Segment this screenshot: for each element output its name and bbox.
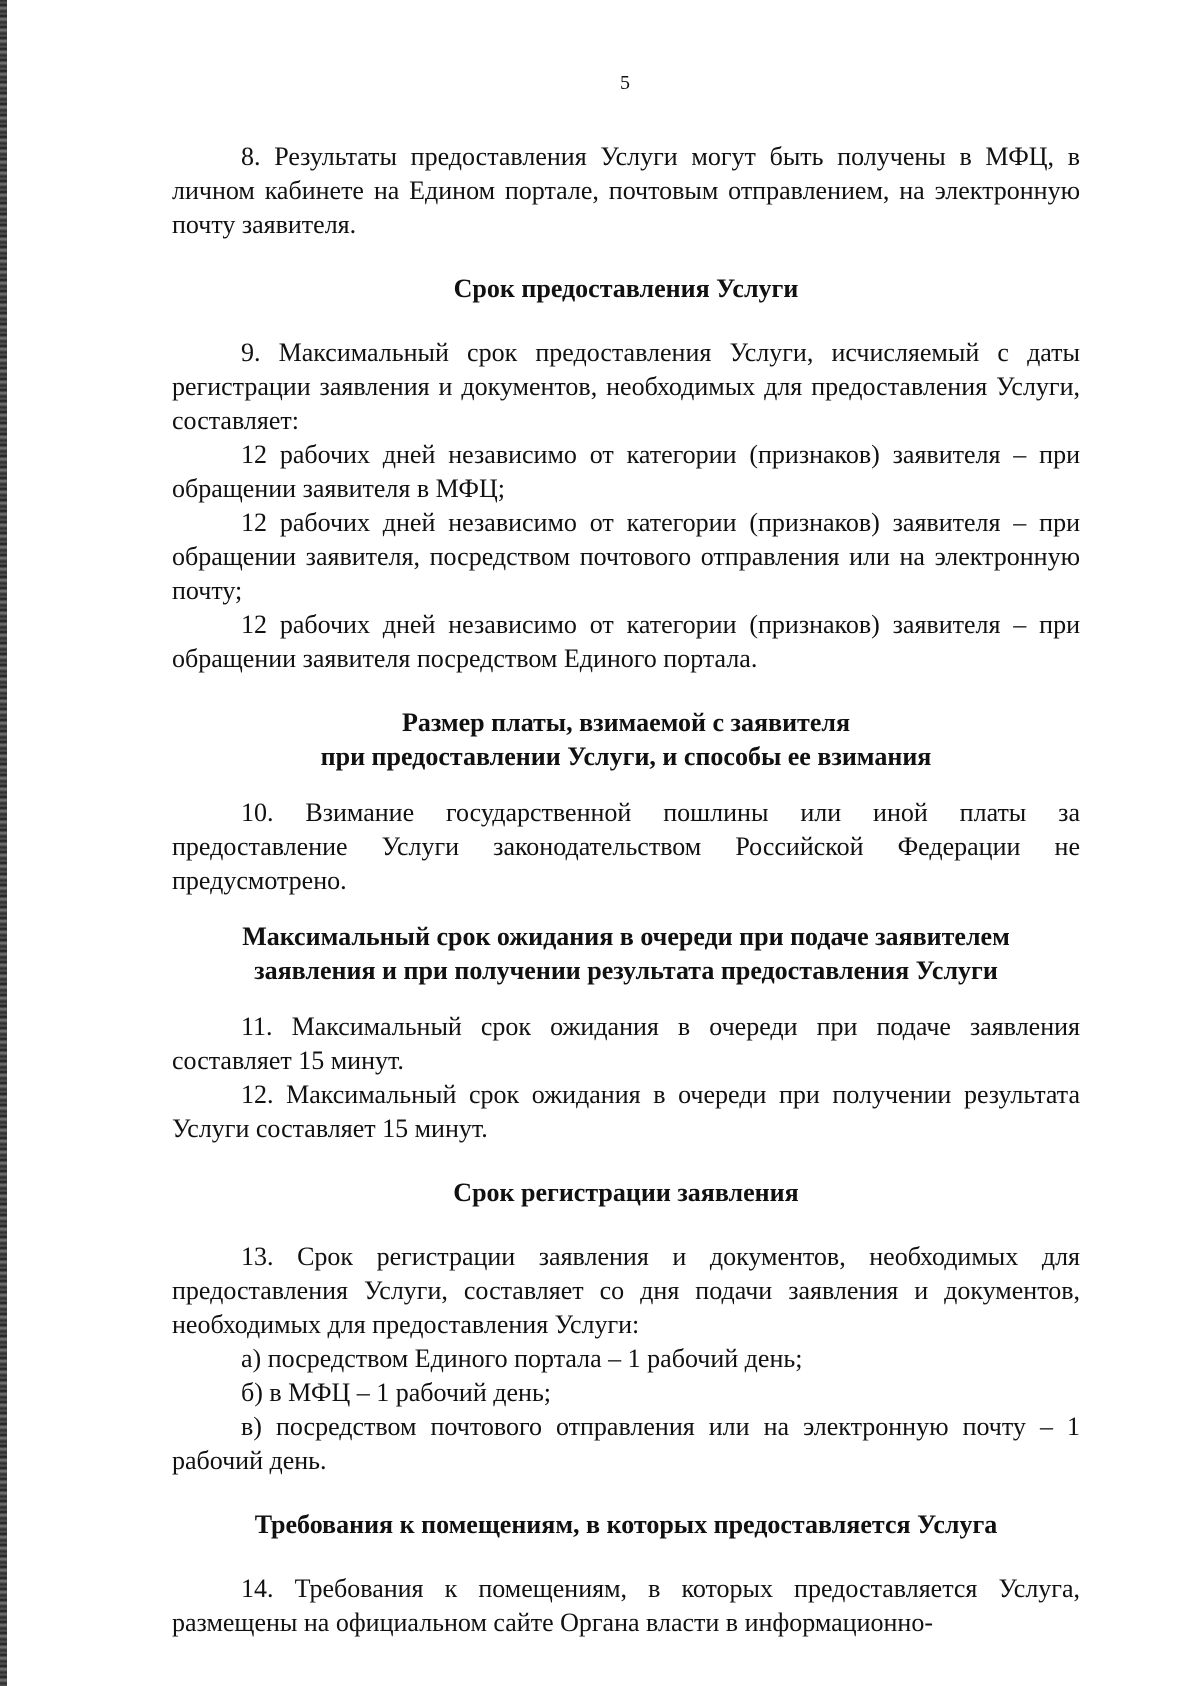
heading-queue-line-2: заявления и при получении результата предоставления Услуги [254,956,998,985]
heading-fee-line-2: при предоставлении Услуги, и способы ее взимания [320,742,932,771]
paragraph-9-mfc: 12 рабочих дней независимо от категории (признаков) заявителя – при обращении заявителя в МФЦ; [172,440,1080,503]
paragraph-9: 9. Максимальный срок предоставления Услуги, исчисляемый с даты регистрации заявления и документов, необходимых для предоставления Услуги, составляет: [172,338,1080,435]
paragraph-13-b: б) в МФЦ – 1 рабочий день; [241,1378,552,1407]
paragraph-13-a: а) посредством Единого портала – 1 рабочий день; [241,1344,803,1373]
paragraph-8: 8. Результаты предоставления Услуги могут быть получены в МФЦ, в личном кабинете на Едином портале, почтовым отправлением, на электронную почту заявителя. [172,142,1080,239]
paragraph-9-mail: 12 рабочих дней независимо от категории (признаков) заявителя – при обращении заявителя, посредством почтового отправления или на электронную почту; [172,508,1080,605]
paragraph-9-portal: 12 рабочих дней независимо от категории (признаков) заявителя – при обращении заявителя посредством Единого портала. [172,610,1080,673]
heading-premises: Требования к помещениям, в которых предоставляется Услуга [254,1510,998,1539]
document-body [172,140,1080,1640]
paragraph-13: 13. Срок регистрации заявления и документов, необходимых для предоставления Услуги, составляет со дня подачи заявления и документов, необходимых для предоставления Услуги: [172,1242,1080,1339]
heading-queue [172,920,1080,988]
paragraph-10: 10. Взимание государственной пошлины или иной платы за предоставление Услуги законодательством Российской Федерации не предусмотрено. [172,798,1080,895]
heading-fee [172,706,1080,774]
scan-edge [0,0,7,1686]
heading-service-term: Срок предоставления Услуги [453,274,799,303]
paragraph-13-c: в) посредством почтового отправления или на электронную почту – 1 рабочий день. [172,1412,1080,1475]
heading-registration: Срок регистрации заявления [453,1178,799,1207]
heading-fee-line-1: Размер платы, взимаемой с заявителя [401,708,851,737]
paragraph-11: 11. Максимальный срок ожидания в очереди при подаче заявления составляет 15 минут. [172,1012,1080,1075]
heading-queue-line-1: Максимальный срок ожидания в очереди при подаче заявителем [242,922,1010,951]
page-number: 5 [620,72,630,94]
paragraph-14: 14. Требования к помещениям, в которых предоставляется Услуга, размещены на официальном сайте Органа власти в информационно- [172,1574,1080,1637]
paragraph-12: 12. Максимальный срок ожидания в очереди при получении результата Услуги составляет 15 минут. [172,1080,1080,1143]
